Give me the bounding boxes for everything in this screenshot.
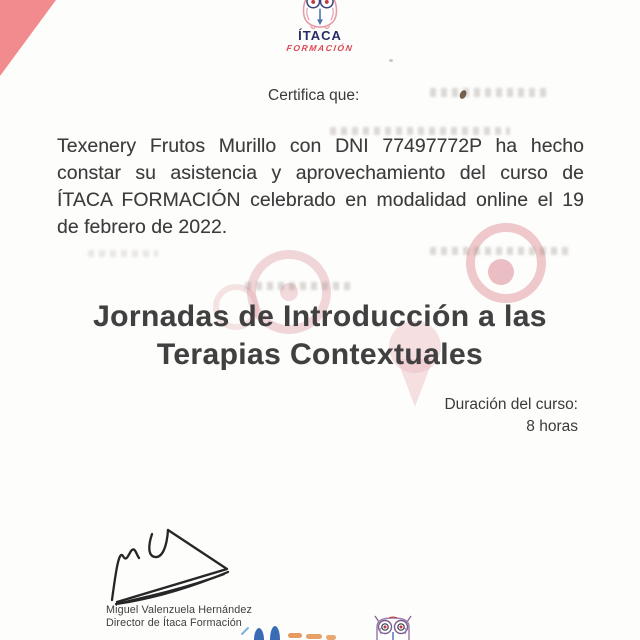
signature-stroke [92, 512, 242, 612]
body-line: constar su asistencia y aprovechamiento del curso de [57, 162, 584, 184]
duration-label: Duración del curso: [444, 396, 578, 413]
owl-icon [298, 0, 342, 29]
watermark-dot [488, 259, 514, 285]
body-line: Texenery Frutos Murillo con DNI 77497772P ha hecho [57, 135, 584, 157]
body-line: ÍTACA FORMACIÓN celebrado en modalidad online el 19 [57, 189, 584, 211]
brand-name: ÍTACA [298, 28, 342, 43]
signer-role: Director de Ítaca Formación [106, 617, 242, 629]
partner-logo-fragment [238, 624, 358, 640]
course-title-line1: Jornadas de Introducción a las [93, 300, 547, 333]
course-title-line2: Terapias Contextuales [156, 338, 484, 371]
print-through-smudge [430, 88, 550, 97]
certify-label: Certifica que: [268, 87, 360, 104]
owl-icon [372, 615, 414, 640]
print-through-smudge [88, 250, 158, 257]
signer-name: Miguel Valenzuela Hernández [106, 604, 252, 616]
body-line: de febrero de 2022. [57, 216, 228, 238]
duration-value: 8 horas [526, 418, 578, 435]
certificate-body [57, 133, 584, 241]
brand-subtitle: FORMACIÓN [285, 43, 355, 53]
course-title [0, 298, 640, 374]
print-through-smudge [245, 282, 355, 290]
ink-speck [389, 59, 393, 62]
itaca-logo [278, 0, 362, 53]
duration-block [380, 394, 578, 438]
corner-triangle [0, 0, 56, 76]
print-through-smudge [430, 247, 570, 255]
